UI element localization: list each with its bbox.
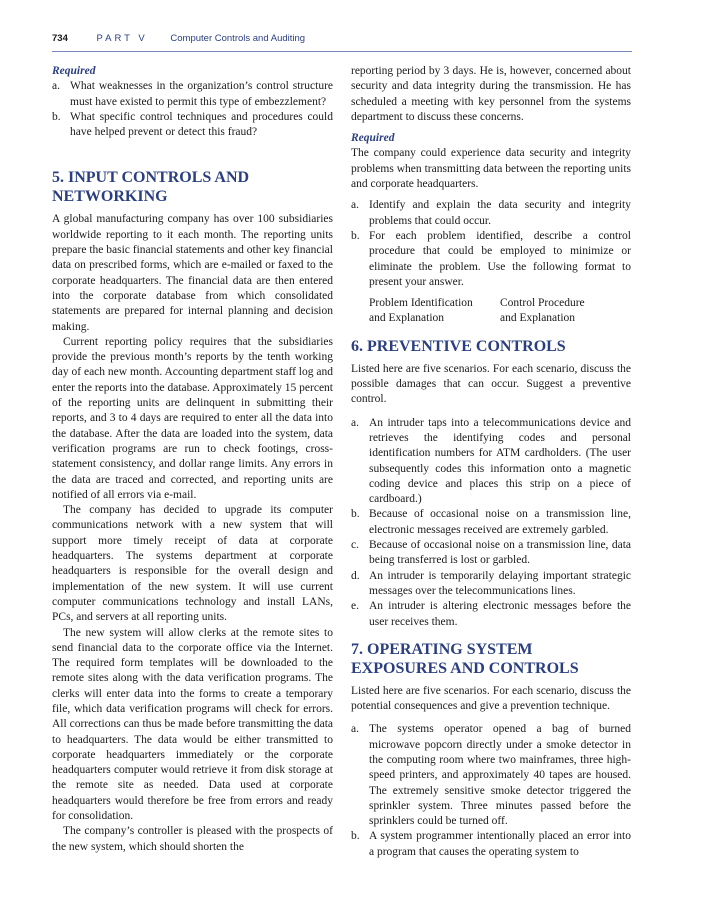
section-6-intro: Listed here are five scenarios. For each scenario, discuss the possible damages that can occur. Suggest a preventive control. <box>351 362 631 406</box>
body-paragraph: The new system will allow clerks at the remote sites to send financial data to the corporate office via the Internet. The required form templates will be downloaded to the remote sites along with the data verification programs. The clerks will enter data into the forms to create a temporary file, which data verification programs will check for errors. All corrections can thus be made before transmitting the data to headquarters. The data would be either transmitted to corporate headquarters immediately or the corporate headquarters computer would retrieve it from disk storage at the remote site as needed. Data used at corporate headquarters would therefore be free from errors and ready for consolidation. <box>52 626 333 823</box>
body-paragraph: A global manufacturing company has over 100 subsidiaries worldwide reporting to it each month. The reporting units prepare the basic financial statements and other key financial data on prescribed forms, which are e-mailed or faxed to the corporate headquarters. The financial data are then entered into the corporate database from which consolidated statements are prepared for internal planning and decision making. <box>52 213 333 333</box>
required-heading: Required <box>351 132 395 145</box>
page-number: 734 <box>52 33 68 44</box>
list-item: a. An intruder taps into a telecommunications device and retrieves the identifying codes and personal identification numbers for ATM cardholders. (The user subsequently codes this information onto a magnetic coding device and places this strip on a piece of cardboard.) <box>351 416 631 506</box>
list-item: b. A system programmer intentionally placed an error into a program that causes the operating system to <box>351 830 631 858</box>
list-item: b. For each problem identified, describe a control procedure that could be employed to minimize or eliminate the problem. Use the following format to present your answer. <box>351 229 631 288</box>
list-item: e. An intruder is altering electronic messages before the user receives them. <box>351 600 631 628</box>
left-column <box>52 64 333 855</box>
list-item: c. Because of occasional noise on a transmission line, data being transferred is lost or garbled. <box>351 539 631 567</box>
required-items <box>351 198 631 290</box>
right-column <box>351 64 631 860</box>
section-6-title: 6. PREVENTIVE CONTROLS <box>351 337 566 355</box>
list-item: a. The systems operator opened a bag of burned microwave popcorn directly under a smoke detector in the computing room where two mainframes, three high-speed printers, and approximately 40 tapes are housed. The extremely sensitive smoke detector triggered the sprinkler system. Three minutes passed before the sprinklers could be turned off. <box>351 723 631 828</box>
required-intro: The company could experience data security and integrity problems when transmitting data between the reporting units and corporate headquarters. <box>351 147 631 191</box>
required-questions <box>52 79 333 140</box>
list-item: a. What weaknesses in the organization’s control structure must have existed to permit this type of embezzlement? <box>52 80 333 108</box>
header-rule <box>52 51 632 52</box>
list-item: d. An intruder is temporarily delaying important strategic messages over the telecommunications lines. <box>351 569 631 597</box>
running-header <box>52 33 305 44</box>
section-7-intro: Listed here are five scenarios. For each scenario, discuss the potential consequences and give a prevention technique. <box>351 684 631 713</box>
section-5-title: 5. INPUT CONTROLS AND NETWORKING <box>52 169 250 206</box>
body-paragraph: The company’s controller is pleased with the prospects of the new system, which should shorten the <box>52 825 333 853</box>
continuation-paragraph: reporting period by 3 days. He is, however, concerned about security and data integrity during the transmission. He has scheduled a meeting with key personnel from the systems department to discuss these concerns. <box>351 65 631 123</box>
list-item: a. Identify and explain the data security and integrity problems that could occur. <box>351 199 631 227</box>
part-label: PART V <box>96 33 148 44</box>
body-paragraph: Current reporting policy requires that the subsidiaries provide the previous month’s reports by the tenth working day of each new month. Accounting department staff log and enter the reports into the database. Approximately 15 percent of the reporting units are delinquent in submitting their reports, and 3 to 4 days are required to enter all the data into the database. After the data are loaded into the system, data verification programs are run to check footings, cross-statement consistency, and dollar range limits. Any errors in the data are traced and corrected, and reporting units are notified of all errors via e-mail. <box>52 335 333 501</box>
chapter-title: Computer Controls and Auditing <box>170 33 306 44</box>
section-6-items <box>351 416 631 630</box>
section-7-items <box>351 722 631 860</box>
answer-format-table: Problem Identification and Explanation Control Procedure and Explanation <box>369 297 585 325</box>
list-item: b. Because of occasional noise on a transmission line, electronic messages received are extremely garbled. <box>351 508 631 536</box>
section-7-title: 7. OPERATING SYSTEM EXPOSURES AND CONTROLS <box>351 640 579 677</box>
required-heading: Required <box>52 65 96 77</box>
list-item: b. What specific control techniques and procedures could have helped prevent or detect this fraud? <box>52 110 333 139</box>
body-paragraph: The company has decided to upgrade its computer communications network with a new system that will support more timely receipt of data at corporate headquarters. The systems department at corporate headquarters is responsible for the overall design and implementation of the new system. It will use current computer communications technology and install LANs, PCs, and servers at all reporting units. <box>52 504 333 624</box>
